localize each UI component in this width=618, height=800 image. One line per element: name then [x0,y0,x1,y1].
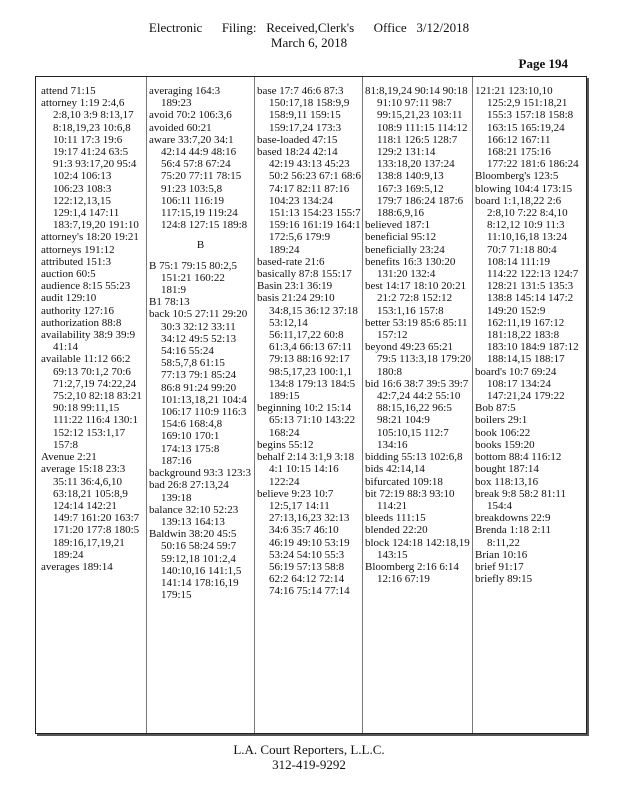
index-entry: avoid 70:2 106:3,6 [149,109,232,122]
index-entry: breakdowns 22:9 [475,512,551,525]
index-entry: average 15:18 23:3 35:11 36:4,6,10 63:18,21 105:8,9 124:14 142:21 149:7 161:20 163:7 171:20 177:8 180:5 189:16,17,19,21 189:24 [41,463,140,561]
index-entry: bifurcated 109:18 [365,475,443,488]
index-entry: attributed 151:3 [41,255,111,268]
index-entry: briefly 89:15 [475,573,533,586]
index-entry: blowing 104:4 173:15 [475,182,573,195]
index-entry: Brian 10:16 [475,548,528,561]
index-entry: averaging 164:3 189:23 [149,85,221,110]
index-entry: box 118:13,16 [475,475,539,488]
section-letter: B [196,239,205,252]
reporter-phone: 312-419-9292 [272,757,346,772]
index-entry: based 18:24 42:14 42:19 43:13 45:23 50:2 56:23 67:1 68:6 74:17 82:11 87:16 104:23 134:24 151:13 154:23 155:7 159:16 161:19 164:1 172:5,6 179:9 189:24 [257,146,361,256]
index-entry: bit 72:19 88:3 93:10 114:21 [365,487,455,512]
index-entry: block 124:18 142:18,19 143:15 [365,536,470,561]
page-number: Page 194 [518,56,568,71]
reporter-name: L.A. Court Reporters, L.L.C. [233,742,385,757]
index-entry: B 75:1 79:15 80:2,5 151:21 160:22 181:9 [149,259,238,297]
index-entry: aware 33:7,20 34:1 42:14 44:9 48:16 56:4 57:8 67:24 75:20 77:11 78:15 91:23 103:5,8 106:11 116:19 117:15,19 119:24 124:8 127:15 189:8 [149,133,248,232]
filing-stamp-line: Electronic Filing: Received,Clerk's Office 3/12/2018 [148,20,470,35]
index-entry: attend 71:15 [41,85,96,97]
index-entry: bidding 55:13 102:6,8 [365,451,463,464]
index-entry: authority 127:16 [41,304,115,317]
index-entry: beyond 49:23 65:21 79:5 113:3,18 179:20 180:8 [365,341,471,378]
index-entry: base-loaded 47:15 [257,133,338,146]
column-divider [472,77,473,733]
filing-header [0,20,618,50]
index-column-4 [365,85,471,727]
index-entry: bid 16:6 38:7 39:5 39:7 42:7,24 44:2 55:10 88:15,16,22 96:5 98:21 104:9 105:10,15 112:7 134:16 [365,377,469,451]
index-entry: 121:21 123:10,10 125:2,9 151:18,21 155:3 157:18 158:8 163:15 165:19,24 166:12 167:11 168:21 175:16 177:22 181:6 186:24 [475,85,579,171]
index-entry: book 106:22 [475,426,531,439]
index-entry: base 17:7 46:6 87:3 150:17,18 158:9,9 158:9,11 159:15 159:17,24 173:3 [257,85,350,134]
index-entry: brief 91:17 [475,560,524,573]
index-entry: beneficial 95:12 [365,231,437,244]
index-entry: Bloomberg 2:16 6:14 12:16 67:19 [365,560,459,586]
index-entry: attorney's 18:20 19:21 [41,231,139,244]
index-entry: back 10:5 27:11 29:20 30:3 32:12 33:11 34:12 49:5 52:13 54:16 55:24 58:5,7,8 61:15 77:13 79:1 85:24 86:8 91:24 99:20 101:13,18,21 104:4 106:17 110:9 116:3 154:6 168:4,8 169:10 170:1 174:13 175:8 187:16 [149,308,248,467]
index-entry: break 9:8 58:2 81:11 154:4 [475,487,566,512]
index-entry: boilers 29:1 [475,414,528,427]
index-table [35,76,587,734]
index-entry: believed 187:1 [365,219,431,232]
index-entry: availability 38:9 39:9 41:14 [41,329,136,354]
index-entry: board 1:1,18,22 2:6 2:8,10 7:22 8:4,10 8:12,12 10:9 11:3 11:10,16,18 13:24 70:7 71:18 80:4 108:14 111:19 114:22 122:13 124:7 128:21 131:5 135:3 138:8 145:14 147:2 149:20 152:9 162:11,19 167:12 181:18,22 183:8 183:10 184:9 187:12 188:14,15 188:17 [475,194,579,366]
index-entry: beneficially 23:24 [365,243,445,256]
index-entry: board's 10:7 69:24 108:17 134:24 147:21,24 179:22 [475,365,565,403]
index-entry: bottom 88:4 116:12 [475,451,562,464]
index-entry: auction 60:5 [41,268,96,281]
index-entry: audience 8:15 55:23 [41,280,131,293]
index-entry: Bob 87:5 [475,402,516,415]
index-entry: Avenue 2:21 [41,451,97,464]
index-column-2 [149,85,252,727]
index-entry: B1 78:13 [149,296,190,309]
index-entry: avoided 60:21 [149,121,212,134]
index-entry: averages 189:14 [41,560,113,573]
index-entry: benefits 16:3 130:20 131:20 132:4 [365,255,456,281]
index-entry: Baldwin 38:20 45:5 50:16 58:24 59:7 59:12,18 101:2,4 140:10,16 141:1,5 141:14 178:16,19 179:15 [149,528,242,602]
index-entry: bad 26:8 27:13,24 139:18 [149,479,229,504]
index-entry: best 14:17 18:10 20:21 21:2 72:8 152:12 153:1,16 157:8 [365,280,467,317]
column-divider [362,77,363,733]
hearing-date: March 6, 2018 [270,35,348,50]
index-entry: blended 22:20 [365,524,428,537]
index-entry: Basin 23:1 36:19 [257,280,333,293]
column-divider [254,77,255,733]
index-entry: audit 129:10 [41,292,97,305]
index-entry: basically 87:8 155:17 [257,268,352,281]
index-entry: Bloomberg's 123:5 [475,170,559,183]
index-column-3 [257,85,362,727]
index-entry: 81:8,19,24 90:14 90:18 91:10 97:11 98:7 99:15,21,23 103:11 108:9 111:15 114:12 118:1 126:5 128:7 129:2 131:14 133:18,20 137:24 138:8 140:9,13 167:3 169:5,12 179:7 186:24 187:6 188:6,9,16 [365,85,468,220]
index-entry: bids 42:14,14 [365,463,425,476]
index-entry: Brenda 1:18 2:11 8:11,22 [475,524,551,549]
index-entry: balance 32:10 52:23 139:13 164:13 [149,503,239,528]
index-entry: authorization 88:8 [41,316,122,329]
index-entry: basis 21:24 29:10 34:8,15 36:12 37:18 53:12,14 56:11,17,22 60:8 61:3,4 66:13 67:11 79:13 88:16 92:17 98:5,17,23 100:1,1 134:8 179:13 184:5 189:15 [257,292,358,403]
index-entry: based-rate 21:6 [257,255,325,268]
index-column-1 [41,85,144,727]
index-entry: believe 9:23 10:7 12:5,17 14:11 27:13,16,23 32:13 34:6 35:7 46:10 46:19 49:10 53:19 53:24 54:10 55:3 56:19 57:13 58:8 62:2 64:12 72:14 74:16 75:14 77:14 [257,487,350,598]
index-entry: books 159:20 [475,438,535,451]
index-entry: begins 55:12 [257,438,314,451]
index-entry: better 53:19 85:6 85:11 157:12 [365,316,468,342]
column-divider [146,77,147,733]
index-entry: available 11:12 66:2 69:13 70:1,2 70:6 71:2,7,19 74:22,24 75:2,10 82:18 83:21 90:18 99:11,15 111:22 116:4 130:1 152:12 153:1,17 157:8 [41,353,142,451]
index-entry: bought 187:14 [475,463,539,476]
page-footer [0,742,618,772]
index-entry: bleeds 111:15 [365,512,426,525]
index-column-5 [475,85,582,727]
index-entry: attorneys 191:12 [41,243,115,256]
index-entry: background 93:3 123:3 [149,467,252,480]
index-entry: attorney 1:19 2:4,6 2:8,10 3:9 8:13,17 8:18,19,23 10:6,8 10:11 17:3 19:6 19:17 41:24 63:5 91:3 93:17,20 95:4 102:4 106:13 106:23 108:3 122:12,13,15 129:1,4 147:11 183:7,19,20 191:10 [41,97,139,232]
index-entry: behalf 2:14 3:1,9 3:18 4:1 10:15 14:16 122:24 [257,451,355,488]
index-entry: beginning 10:2 15:14 65:13 71:10 143:22 168:24 [257,402,356,439]
